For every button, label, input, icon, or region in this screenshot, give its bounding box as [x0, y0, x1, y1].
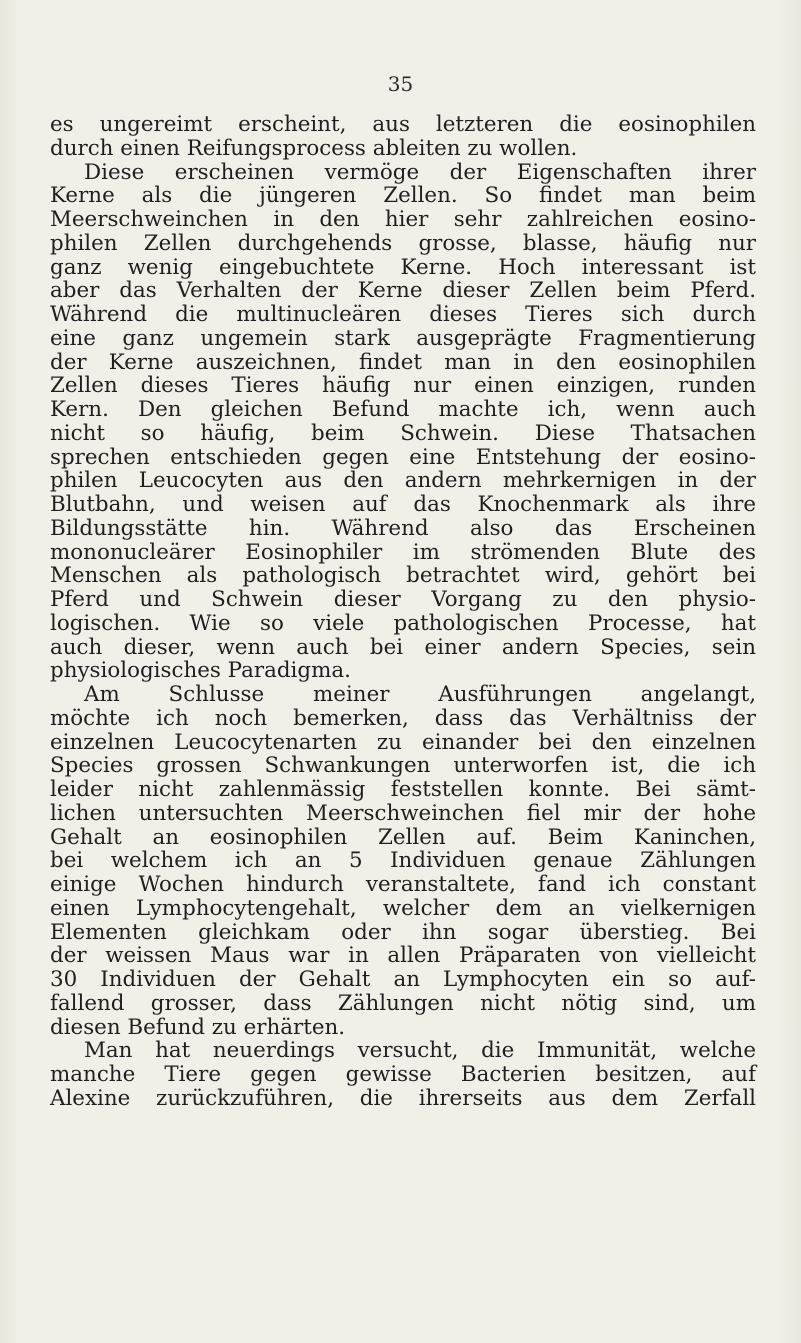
text-line: Kern. Den gleichen Befund machte ich, wenn auch	[50, 397, 756, 422]
text-line: Alexine zurückzuführen, die ihrerseits aus dem Zerfall	[50, 1085, 756, 1111]
text-line: leider nicht zahlenmässig feststellen konnte. Bei sämt-	[50, 777, 756, 802]
text-line: der Kerne auszeichnen, findet man in den eosinophilen	[50, 349, 756, 375]
text-line: ganz wenig eingebuchtete Kerne. Hoch interessant ist	[50, 254, 756, 280]
text-line: mononucleärer Eosinophiler im strömenden Blute des	[50, 539, 756, 565]
text-line: auch dieser, wenn auch bei einer andern Species, sein	[50, 634, 756, 660]
text-line: der weissen Maus war in allen Präparaten von vielleicht	[50, 943, 756, 969]
text-line: Bildungsstätte hin. Während also das Erscheinen	[50, 515, 756, 541]
text-line: philen Zellen durchgehends grosse, blasse, häufig nur	[50, 230, 756, 256]
page-number: 35	[387, 72, 414, 96]
text-line: möchte ich noch bemerken, dass das Verhältniss der	[50, 705, 756, 731]
text-line: es ungereimt erscheint, aus letzteren die eosinophilen	[50, 112, 756, 137]
text-line: fallend grosser, dass Zählungen nicht nötig sind, um	[50, 990, 756, 1016]
text-line: diesen Befund zu erhärten.	[50, 1014, 346, 1040]
text-line: physiologisches Paradigma.	[50, 658, 351, 684]
text-line: sprechen entschieden gegen eine Entstehung der eosino-	[50, 444, 756, 470]
text-line: nicht so häufig, beim Schwein. Diese Thatsachen	[50, 420, 756, 446]
paragraph-start-line: Diese erscheinen vermöge der Eigenschaften ihrer	[84, 159, 756, 185]
text-line: Elementen gleichkam oder ihn sogar überstieg. Bei	[50, 919, 756, 945]
text-line: aber das Verhalten der Kerne dieser Zellen beim Pferd.	[50, 278, 756, 304]
text-line: Blutbahn, und weisen auf das Knochenmark als ihre	[50, 492, 756, 517]
text-line: Zellen dieses Tieres häufig nur einen einzigen, runden	[50, 373, 756, 399]
text-line: einige Wochen hindurch veranstaltete, fand ich constant	[50, 872, 756, 897]
text-line: Während die multinucleären dieses Tieres sich durch	[50, 302, 756, 327]
text-line: Kerne als die jüngeren Zellen. So findet man beim	[50, 183, 756, 209]
text-line: eine ganz ungemein stark ausgeprägte Fragmentierung	[50, 325, 756, 351]
text-line: manche Tiere gegen gewisse Bacterien besitzen, auf	[50, 1062, 756, 1087]
text-line: durch einen Reifungsprocess ableiten zu wollen.	[50, 135, 578, 161]
paragraph-start-line: Am Schlusse meiner Ausführungen angelangt,	[84, 682, 756, 707]
text-line: Gehalt an eosinophilen Zellen auf. Beim Kaninchen,	[50, 824, 756, 850]
text-line: einen Lymphocytengehalt, welcher dem an vielkernigen	[50, 895, 756, 921]
text-line: Pferd und Schwein dieser Vorgang zu den physio-	[50, 587, 756, 612]
text-line: logischen. Wie so viele pathologischen Processe, hat	[50, 610, 756, 636]
text-line: Menschen als pathologisch betrachtet wird, gehört bei	[50, 563, 756, 589]
text-line: philen Leucocyten aus den andern mehrkernigen in der	[50, 468, 756, 494]
text-line: lichen untersuchten Meerschweinchen fiel mir der hohe	[50, 800, 756, 826]
body-text	[50, 113, 756, 1111]
text-line: bei welchem ich an 5 Individuen genaue Zählungen	[50, 848, 756, 874]
text-line: Species grossen Schwankungen unterworfen ist, die ich	[50, 753, 756, 779]
paragraph-start-line: Man hat neuerdings versucht, die Immunität, welche	[84, 1038, 756, 1064]
text-line: einzelnen Leucocytenarten zu einander bei den einzelnen	[50, 729, 756, 755]
text-line: 30 Individuen der Gehalt an Lymphocyten ein so auf-	[50, 967, 756, 992]
text-line: Meerschweinchen in den hier sehr zahlreichen eosino-	[50, 207, 756, 232]
